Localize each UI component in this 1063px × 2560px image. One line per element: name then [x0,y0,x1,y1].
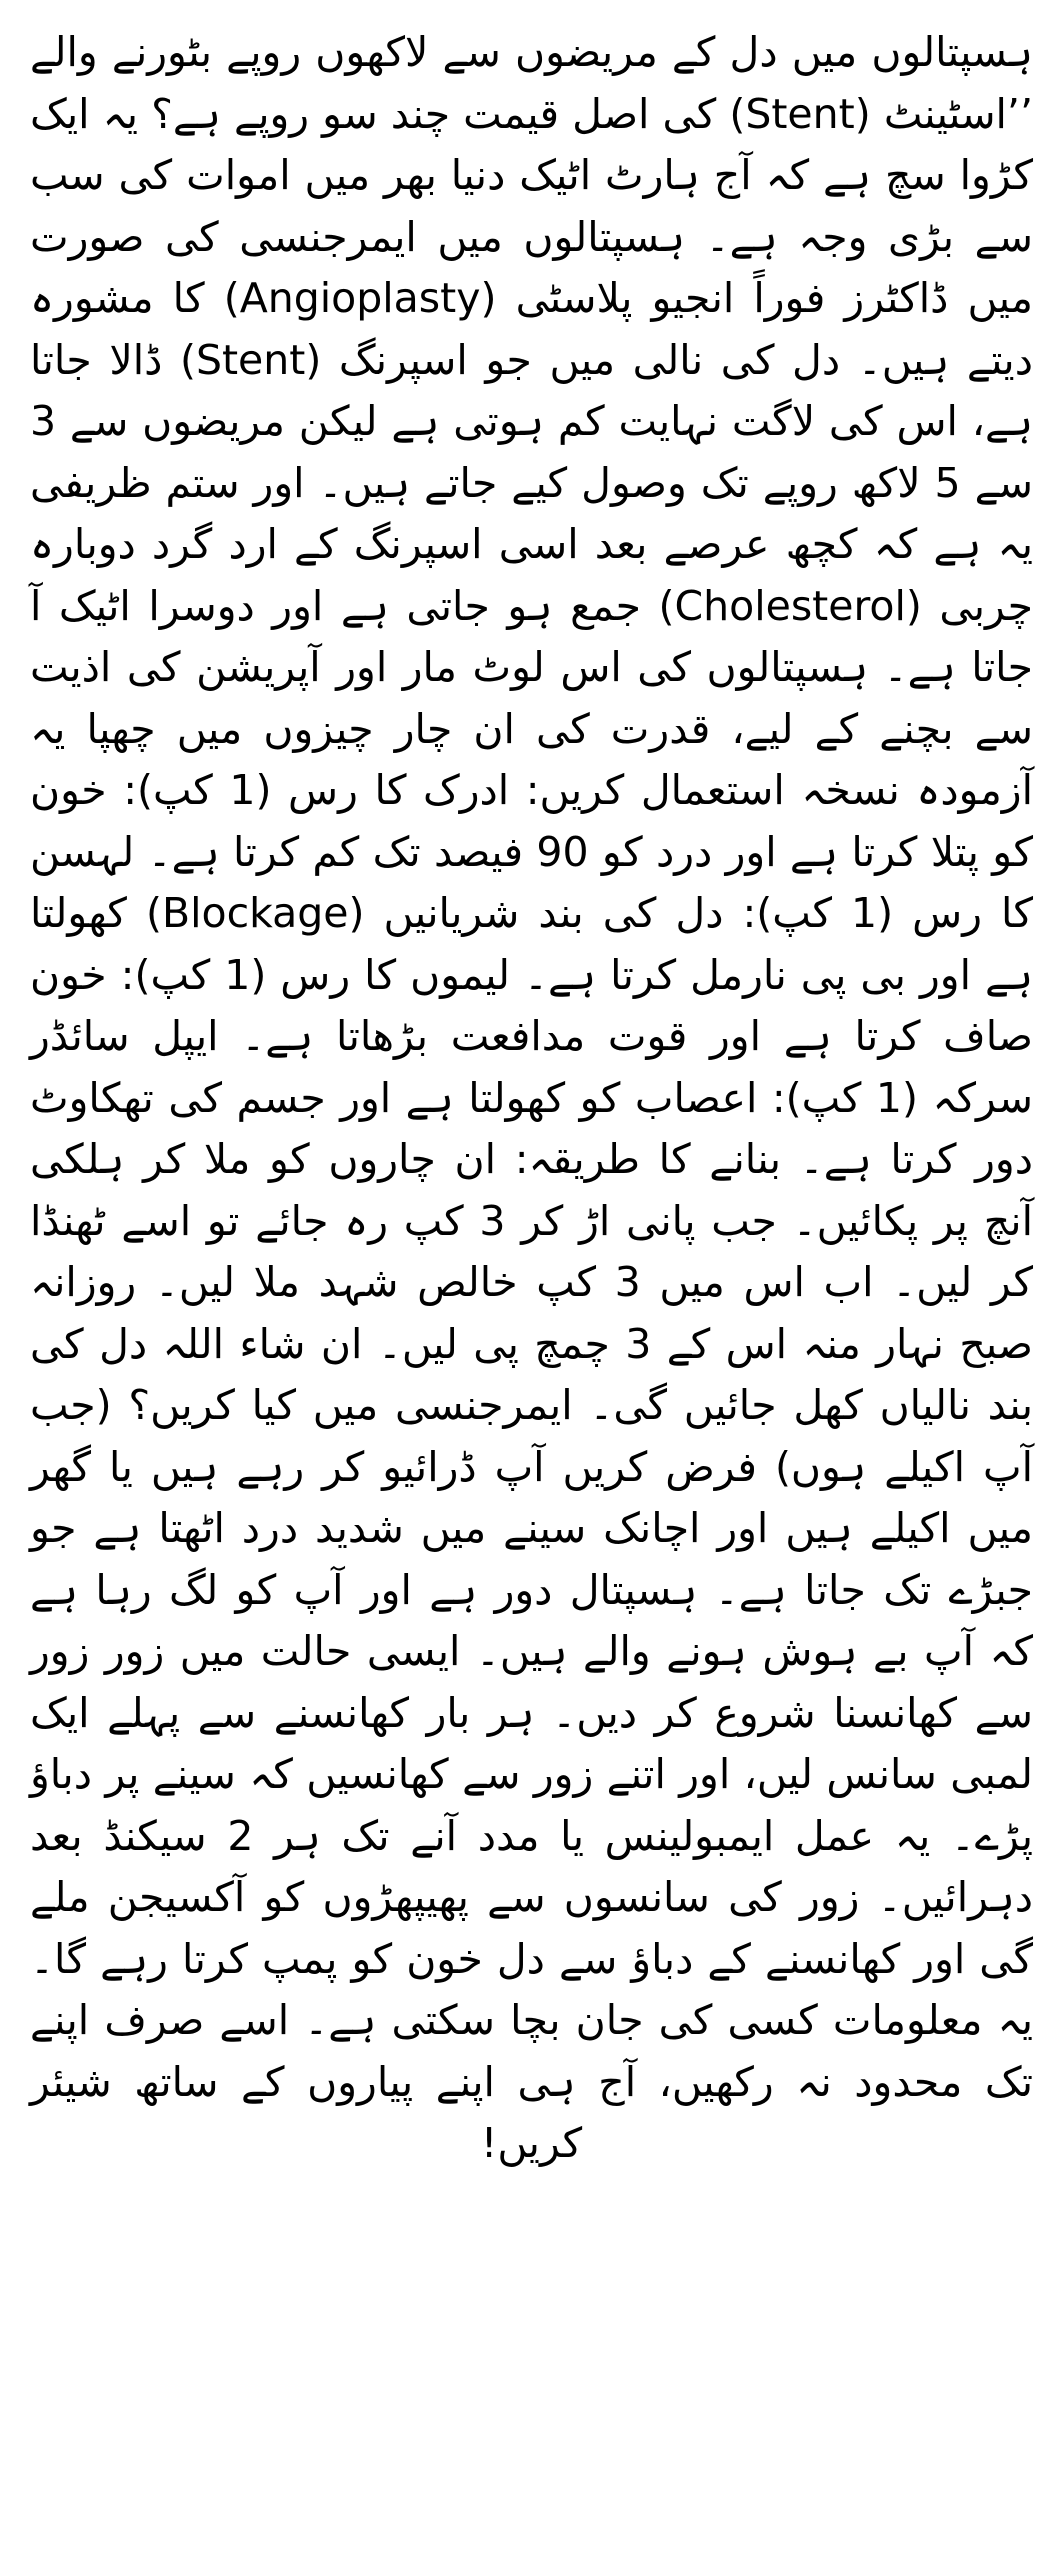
article-body-text: ہسپتالوں میں دل کے مریضوں سے لاکھوں روپے بٹورنے والے ’’اسٹینٹ (Stent) کی اصل قیمت چند سو روپے ہے؟ یہ ایک کڑوا سچ ہے کہ آج ہارٹ اٹیک دنیا بھر میں اموات کی سب سے بڑی وجہ ہے۔ ہسپتالوں میں ایمرجنسی کی صورت میں ڈاکٹرز فوراً انجیو پلاسٹی (Angioplasty) کا مشورہ دیتے ہیں۔ دل کی نالی میں جو اسپرنگ (Stent) ڈالا جاتا ہے، اس کی لاگت نہایت کم ہوتی ہے لیکن مریضوں سے 3 سے 5 لاکھ روپے تک وصول کیے جاتے ہیں۔ اور ستم ظریفی یہ ہے کہ کچھ عرصے بعد اسی اسپرنگ کے ارد گرد دوبارہ چربی (Cholesterol) جمع ہو جاتی ہے اور دوسرا اٹیک آ جاتا ہے۔ ہسپتالوں کی اس لوٹ مار اور آپریشن کی اذیت سے بچنے کے لیے، قدرت کی ان چار چیزوں میں چھپا یہ آزمودہ نسخہ استعمال کریں: ادرک کا رس (1 کپ): خون کو پتلا کرتا ہے اور درد کو 90 فیصد تک کم کرتا ہے۔ لہسن کا رس (1 کپ): دل کی بند شریانیں (Blockage) کھولتا ہے اور بی پی نارمل کرتا ہے۔ لیموں کا رس (1 کپ): خون صاف کرتا ہے اور قوت مدافعت بڑھاتا ہے۔ ایپل سائڈر سرکہ (1 کپ): اعصاب کو کھولتا ہے اور جسم کی تھکاوٹ دور کرتا ہے۔ بنانے کا طریقہ: ان چاروں کو ملا کر ہلکی آنچ پر پکائیں۔ جب پانی اڑ کر 3 کپ رہ جائے تو اسے ٹھنڈا کر لیں۔ اب اس میں 3 کپ خالص شہد ملا لیں۔ روزانہ صبح نہار منہ اس کے 3 چمچ پی لیں۔ ان شاء اللہ دل کی بند نالیاں کھل جائیں گی۔ ایمرجنسی میں کیا کریں؟ (جب آپ اکیلے ہوں) فرض کریں آپ ڈرائیو کر رہے ہیں یا گھر میں اکیلے ہیں اور اچانک سینے میں شدید درد اٹھتا ہے جو جبڑے تک جاتا ہے۔ ہسپتال دور ہے اور آپ کو لگ رہا ہے کہ آپ بے ہوش ہونے والے ہیں۔ ایسی حالت میں زور زور سے کھانسنا شروع کر دیں۔ ہر بار کھانسنے سے پہلے ایک لمبی سانس لیں، اور اتنے زور سے کھانسیں کہ سینے پر دباؤ پڑے۔ یہ عمل ایمبولینس یا مدد آنے تک ہر 2 سیکنڈ بعد دہرائیں۔ زور کی سانسوں سے پھیپھڑوں کو آکسیجن ملے گی اور کھانسنے کے دباؤ سے دل خون کو پمپ کرتا رہے گا۔ یہ معلومات کسی کی جان بچا سکتی ہے۔ اسے صرف اپنے تک محدود نہ رکھیں، آج ہی اپنے پیاروں کے ساتھ شیئر کریں! [30,28,1034,2167]
